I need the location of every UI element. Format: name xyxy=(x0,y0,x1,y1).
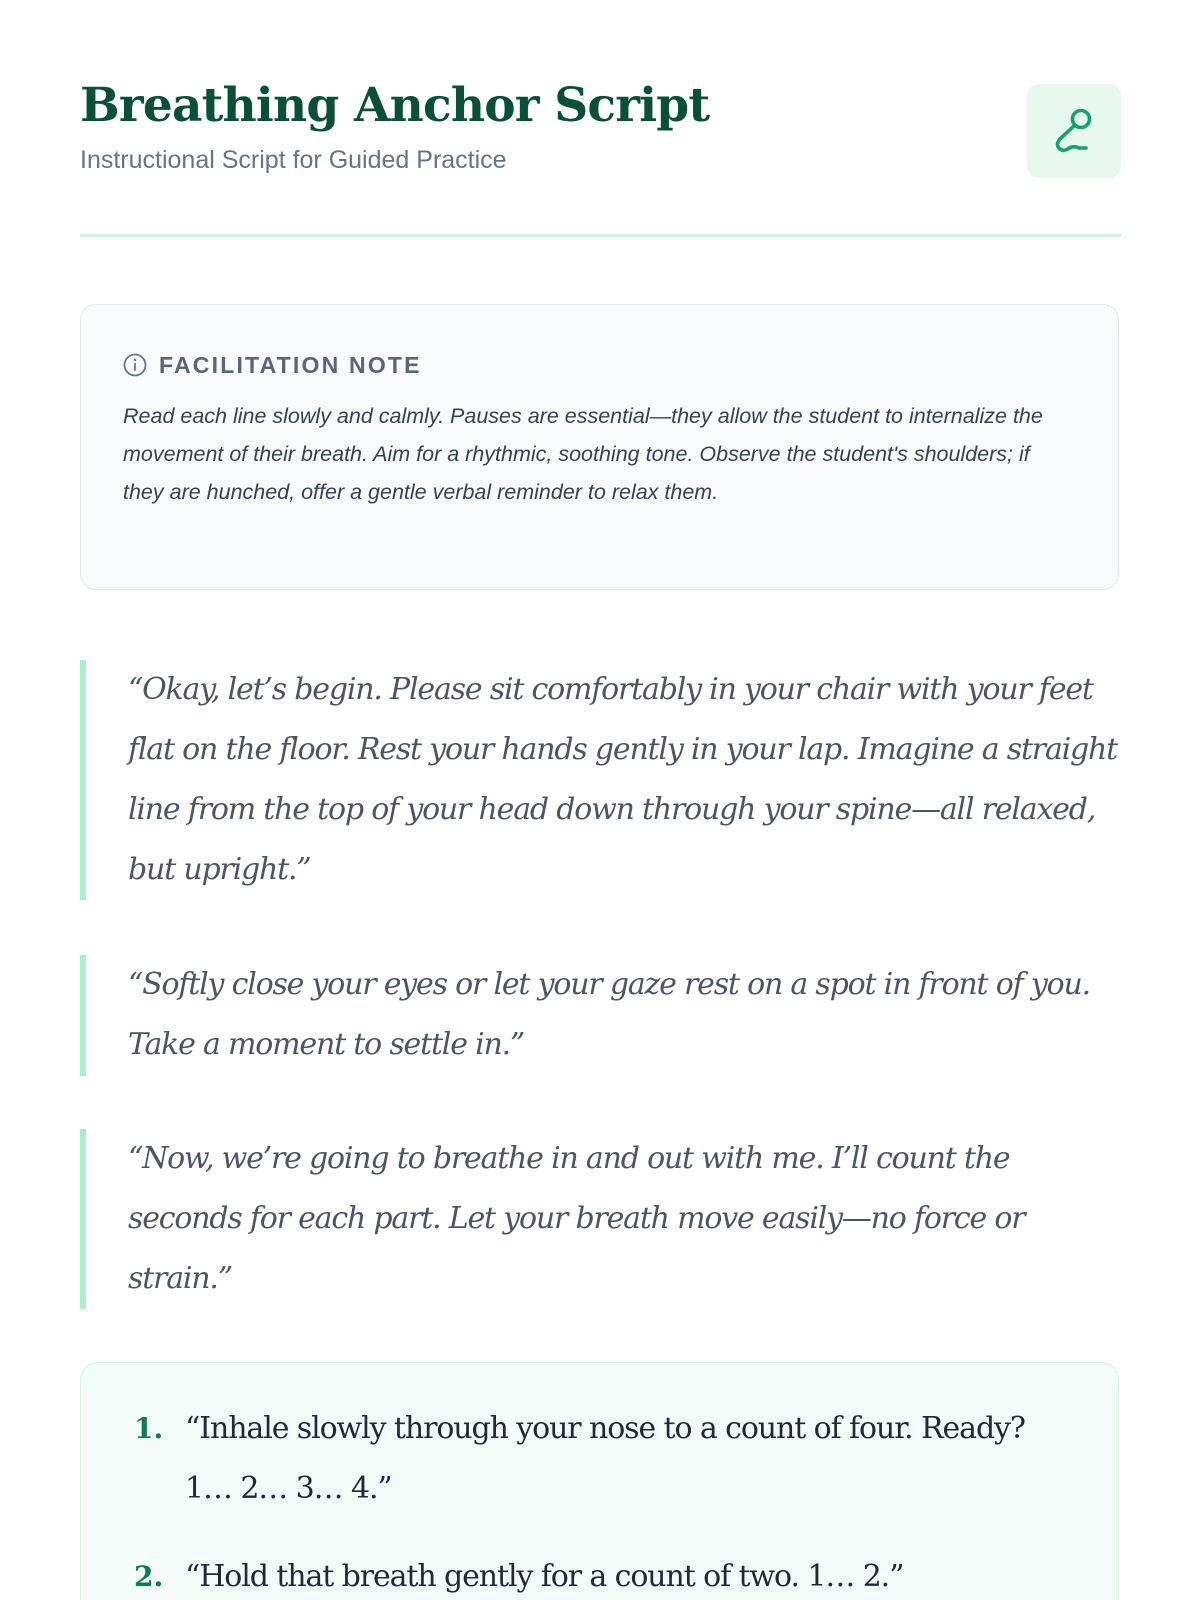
quote-text: “Softly close your eyes or let your gaze rest on a spot in front of you. Take a moment to settle in.” xyxy=(128,967,1090,1062)
note-heading xyxy=(123,353,422,377)
script-quote xyxy=(80,660,1120,900)
microphone-button[interactable] xyxy=(1027,84,1121,178)
note-body: Read each line slowly and calmly. Pauses are essential—they allow the student to internalize the movement of their breath. Aim for a rhythmic, soothing tone. Observe the student's shoulders; if they are hunched, offer a gentle verbal reminder to relax them. xyxy=(123,404,1043,504)
step-number: 1. xyxy=(134,1412,164,1445)
breathing-steps xyxy=(80,1362,1119,1600)
quote-text: “Okay, let’s begin. Please sit comfortably in your chair with your feet flat on the floor. Rest your hands gently in your lap. Imagine a straight line from the top of your head down through your spine—all relaxed, but upright.” xyxy=(128,672,1118,887)
note-label: FACILITATION NOTE xyxy=(159,351,422,378)
microphone-icon xyxy=(1050,104,1098,158)
header-divider xyxy=(80,234,1121,237)
step-number: 2. xyxy=(134,1560,164,1593)
script-quote xyxy=(80,1129,1120,1309)
page-subtitle: Instructional Script for Guided Practice xyxy=(80,146,507,174)
facilitation-note xyxy=(80,304,1119,590)
quote-text: “Now, we’re going to breathe in and out with me. I’ll count the seconds for each part. Let your breath move easily—no force or strain.” xyxy=(128,1141,1025,1296)
step-text: “Hold that breath gently for a count of two. 1… 2.” xyxy=(185,1559,904,1594)
page-title: Breathing Anchor Script xyxy=(80,78,710,133)
script-quote xyxy=(80,955,1120,1076)
info-icon xyxy=(123,353,147,377)
step-text: “Inhale slowly through your nose to a count of four. Ready? 1… 2… 3… 4.” xyxy=(185,1411,1025,1506)
